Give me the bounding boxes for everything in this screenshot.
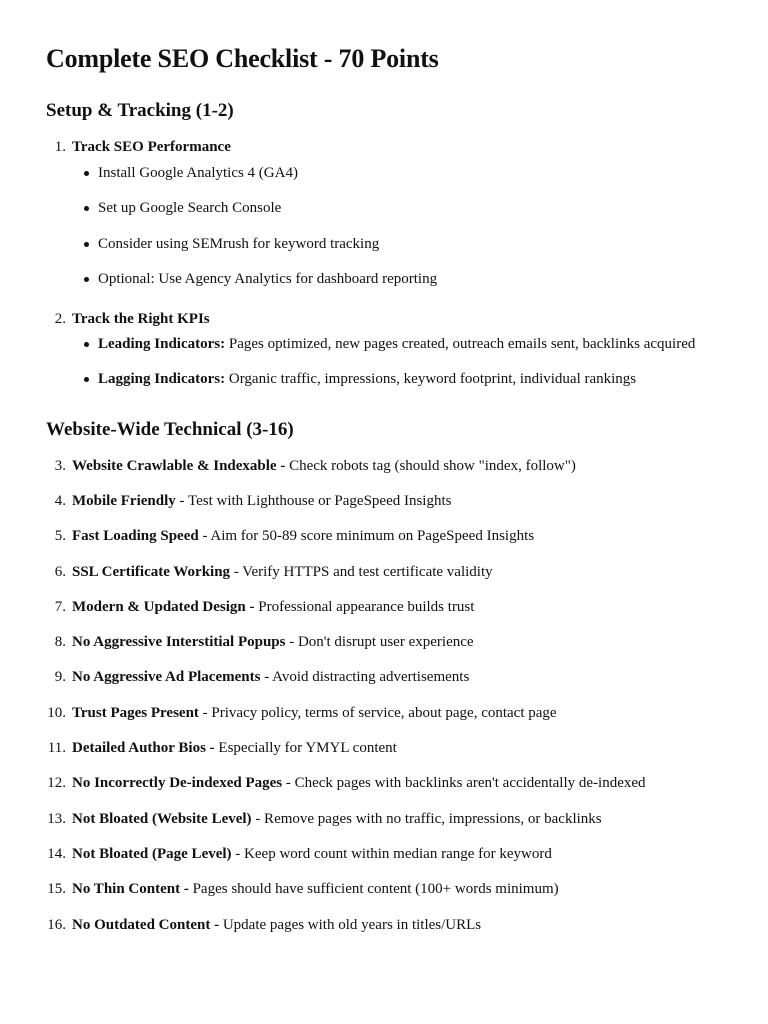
bullet-description: Consider using SEMrush for keyword tracking	[98, 236, 380, 252]
list-item-text	[72, 633, 474, 651]
list-item-number: 8.	[54, 634, 66, 650]
bullet-text	[98, 270, 437, 288]
bullet-description: Pages optimized, new pages created, outreach emails sent, backlinks acquired	[225, 336, 696, 352]
bullet-description: Organic traffic, impressions, keyword footprint, individual rankings	[225, 371, 637, 387]
list-item-text	[72, 563, 493, 581]
list-item-number: 11.	[47, 740, 66, 756]
list-item-label: Detailed Author Bios -	[72, 740, 215, 756]
list-item-text	[72, 739, 397, 757]
list-item-text	[72, 810, 602, 828]
list-item-label: Modern & Updated Design -	[72, 599, 255, 615]
list-item-label: Not Bloated (Website Level)	[72, 811, 252, 827]
list-item-number: 1.	[54, 139, 66, 155]
list-item-label: No Incorrectly De-indexed Pages	[72, 775, 283, 791]
list-item-number: 3.	[54, 458, 66, 474]
bullet-icon	[84, 171, 89, 176]
list-item-label: Fast Loading Speed	[72, 528, 199, 544]
list-item-description: - Test with Lighthouse or PageSpeed Insights	[175, 493, 452, 509]
list-item-description: - Avoid distracting advertisements	[260, 669, 470, 685]
list-item-label: Not Bloated (Page Level)	[72, 846, 232, 862]
list-item-label: Website Crawlable & Indexable -	[72, 458, 286, 474]
bullet-description: Optional: Use Agency Analytics for dashboard reporting	[98, 271, 438, 287]
bullet-description: Set up Google Search Console	[98, 200, 282, 216]
bullet-description: Install Google Analytics 4 (GA4)	[98, 165, 298, 181]
list-item-text	[72, 138, 231, 156]
list-item-label: No Outdated Content -	[72, 917, 220, 933]
bullet-text	[98, 335, 695, 353]
list-item-description: Especially for YMYL content	[214, 740, 397, 756]
list-item-label: No Aggressive Ad Placements	[72, 669, 261, 685]
list-item-description: - Check pages with backlinks aren't accidentally de-indexed	[282, 775, 646, 791]
list-item-number: 9.	[54, 669, 66, 685]
list-item-label: Mobile Friendly	[72, 493, 176, 509]
list-item-description: Update pages with old years in titles/URLs	[219, 917, 482, 933]
list-item-text	[72, 598, 474, 616]
bullet-text	[98, 370, 636, 388]
bullet-text	[98, 235, 379, 253]
list-item-label: SSL Certificate Working	[72, 564, 231, 580]
bullet-icon	[84, 206, 89, 211]
list-item-description: - Don't disrupt user experience	[285, 634, 474, 650]
list-item-number: 6.	[54, 564, 66, 580]
list-item-number: 4.	[54, 493, 66, 509]
list-item-description: Professional appearance builds trust	[254, 599, 475, 615]
list-item-description: Check robots tag (should show "index, follow")	[285, 458, 576, 474]
list-item-description: - Remove pages with no traffic, impressions, or backlinks	[251, 811, 602, 827]
list-item-text	[72, 704, 557, 722]
list-item-text	[72, 310, 210, 328]
bullet-icon	[84, 342, 89, 347]
list-item-number: 5.	[54, 528, 66, 544]
list-item-label: No Aggressive Interstitial Popups	[72, 634, 286, 650]
list-item-text	[72, 845, 552, 863]
page-title: Complete SEO Checklist - 70 Points	[46, 44, 439, 73]
bullet-text	[98, 199, 281, 217]
list-item-text	[72, 668, 469, 686]
bullet-icon	[84, 277, 89, 282]
list-item-number: 10.	[47, 705, 66, 721]
list-item-description: - Keep word count within median range for keyword	[231, 846, 552, 862]
list-item-label: No Thin Content -	[72, 881, 189, 897]
list-item-label: Track the Right KPIs	[72, 311, 210, 327]
list-item-text	[72, 774, 646, 792]
list-item-text	[72, 492, 451, 510]
bullet-label: Lagging Indicators:	[98, 371, 226, 387]
list-item-number: 2.	[54, 311, 66, 327]
list-item-text	[72, 527, 534, 545]
list-item-number: 12.	[47, 775, 66, 791]
list-item-number: 13.	[47, 811, 66, 827]
list-item-description: - Verify HTTPS and test certificate validity	[230, 564, 493, 580]
list-item-description: - Aim for 50-89 score minimum on PageSpeed Insights	[198, 528, 535, 544]
section-heading: Setup & Tracking (1-2)	[46, 100, 234, 121]
list-item-label: Trust Pages Present	[72, 705, 199, 721]
bullet-icon	[84, 242, 89, 247]
list-item-text	[72, 457, 576, 475]
bullet-label: Leading Indicators:	[98, 336, 226, 352]
list-item-number: 7.	[54, 599, 66, 615]
list-item-text	[72, 916, 481, 934]
list-item-number: 15.	[47, 881, 66, 897]
list-item-description: - Privacy policy, terms of service, about page, contact page	[198, 705, 557, 721]
bullet-text	[98, 164, 298, 182]
list-item-number: 14.	[47, 846, 66, 862]
list-item-number: 16.	[47, 917, 66, 933]
list-item-text	[72, 880, 559, 898]
list-item-label: Track SEO Performance	[72, 139, 231, 155]
list-item-description: Pages should have sufficient content (100+ words minimum)	[188, 881, 559, 897]
section-heading: Website-Wide Technical (3-16)	[46, 419, 294, 440]
bullet-icon	[84, 377, 89, 382]
